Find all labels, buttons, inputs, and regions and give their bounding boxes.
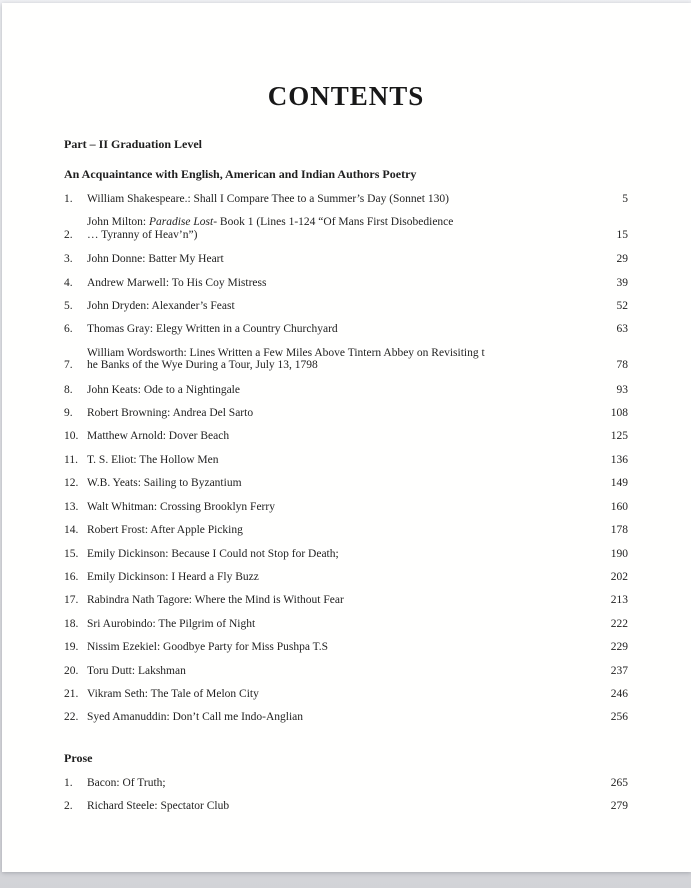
- toc-entry-page: 29: [616, 253, 628, 266]
- toc-entry-page: 222: [610, 617, 628, 630]
- toc-entry: [64, 571, 628, 583]
- toc-entry: [64, 618, 628, 630]
- toc-entry-title: Matthew Arnold: Dover Beach: [87, 430, 230, 443]
- toc-section: [64, 167, 628, 724]
- toc-entry-title: Thomas Gray: Elegy Written in a Country Churchyard: [87, 323, 338, 336]
- toc-entry-number: 1.: [64, 193, 73, 205]
- toc-entry-number: 12.: [64, 477, 79, 490]
- toc-entry-number: 20.: [64, 664, 79, 677]
- toc-entry-number: 11.: [64, 453, 78, 466]
- toc-entry-page: 52: [616, 300, 628, 313]
- toc-entry-number: 2.: [64, 228, 73, 241]
- toc-entry-page: 265: [610, 776, 628, 789]
- toc-entry-page: 93: [616, 383, 628, 396]
- toc-entry-number: 10.: [64, 430, 79, 443]
- toc-entry-page: 78: [616, 359, 628, 372]
- toc-entry: [64, 253, 628, 265]
- toc-entry-title: Emily Dickinson: I Heard a Fly Buzz: [87, 570, 259, 583]
- toc-entry-title: W.B. Yeats: Sailing to Byzantium: [87, 477, 242, 490]
- toc-entry-page: 256: [610, 711, 628, 724]
- toc-entry-title: Rabindra Nath Tagore: Where the Mind is Without Fear: [87, 594, 344, 607]
- toc-entry-title: Sri Aurobindo: The Pilgrim of Night: [87, 617, 256, 630]
- toc-entry-page: 15: [616, 228, 628, 241]
- toc-entry-title: John Donne: Batter My Heart: [87, 253, 224, 266]
- toc-entry-title: Emily Dickinson: Because I Could not Stop for Death;: [87, 547, 339, 560]
- toc-entry-page: 237: [610, 664, 628, 677]
- toc-sections: [64, 167, 628, 813]
- toc-entry-number: 19.: [64, 641, 79, 654]
- toc-entry: [64, 477, 628, 489]
- toc-entry-title: John Milton: Paradise Lost- Book 1 (Lines 1-124 “Of Mans First Disobedience … Tyranny of Heav’n”): [87, 216, 454, 241]
- toc-entry: [64, 665, 628, 677]
- toc-entry-number: 21.: [64, 687, 79, 700]
- toc-entry-title: Toru Dutt: Lakshman: [87, 664, 186, 677]
- toc-entry-title: T. S. Eliot: The Hollow Men: [87, 453, 219, 466]
- toc-entry: [64, 800, 628, 812]
- toc-entry-page: 229: [610, 641, 628, 654]
- toc-entry-number: 7.: [64, 359, 73, 372]
- toc-entry-number: 1.: [64, 776, 73, 789]
- toc-entry-title: John Dryden: Alexander’s Feast: [87, 300, 235, 313]
- page-title: CONTENTS: [267, 81, 425, 111]
- toc-entry-page: 149: [610, 477, 628, 490]
- toc-entry-page: 279: [610, 800, 628, 813]
- toc-entry-number: 15.: [64, 547, 79, 560]
- toc-entry-page: 125: [610, 430, 628, 443]
- toc-entry-number: 9.: [64, 407, 73, 420]
- toc-entry: [64, 548, 628, 560]
- toc-entry-page: 246: [610, 687, 628, 700]
- toc-entry: [64, 193, 628, 205]
- toc-entry-page: 5: [622, 193, 628, 205]
- toc-entry: [64, 594, 628, 606]
- toc-entry-title: Walt Whitman: Crossing Brooklyn Ferry: [87, 500, 275, 513]
- toc-entry: [64, 300, 628, 312]
- toc-entry: [64, 384, 628, 396]
- toc-entry-title: Syed Amanuddin: Don’t Call me Indo-Anglian: [87, 711, 304, 724]
- toc-entry: [64, 641, 628, 653]
- toc-entry: [64, 688, 628, 700]
- toc-entry-number: 16.: [64, 570, 79, 583]
- section-items: [64, 193, 628, 724]
- toc-entry-page: 202: [610, 570, 628, 583]
- toc-entry-number: 13.: [64, 500, 79, 513]
- toc-entry-page: 190: [610, 547, 628, 560]
- toc-entry-number: 2.: [64, 800, 73, 813]
- toc-entry: [64, 277, 628, 289]
- toc-entry-title: Andrew Marwell: To His Coy Mistress: [87, 276, 267, 289]
- document-page: [2, 3, 691, 872]
- part-heading: Part – II Graduation Level: [64, 137, 202, 151]
- toc-entry: [64, 454, 628, 466]
- toc-entry-page: 136: [610, 453, 628, 466]
- toc-entry-title: William Shakespeare.: Shall I Compare Thee to a Summer’s Day (Sonnet 130): [87, 193, 449, 205]
- toc-entry-page: 63: [616, 323, 628, 336]
- toc-entry-title: William Wordsworth: Lines Written a Few Miles Above Tintern Abbey on Revisiting t he Banks of the Wye During a Tour, July 13, 1798: [87, 346, 485, 372]
- toc-entry-title: Bacon: Of Truth;: [87, 776, 166, 789]
- toc-entry-title: Robert Browning: Andrea Del Sarto: [87, 407, 254, 420]
- toc-entry-number: 6.: [64, 323, 73, 336]
- toc-entry: [64, 777, 628, 789]
- toc-entry-number: 17.: [64, 594, 79, 607]
- toc-section: [64, 751, 628, 813]
- toc-entry: [64, 430, 628, 442]
- toc-entry-number: 18.: [64, 617, 79, 630]
- toc-entry-number: 3.: [64, 253, 73, 266]
- toc-entry: [64, 323, 628, 335]
- section-items: [64, 777, 628, 813]
- toc-entry-page: 160: [610, 500, 628, 513]
- toc-entry-title: Robert Frost: After Apple Picking: [87, 524, 243, 537]
- section-heading: Prose: [64, 750, 93, 765]
- toc-entry-number: 14.: [64, 524, 79, 537]
- toc-entry-title: Richard Steele: Spectator Club: [87, 800, 230, 813]
- toc-entry-title: Vikram Seth: The Tale of Melon City: [87, 687, 259, 700]
- toc-entry: [64, 711, 628, 723]
- toc-entry: [64, 524, 628, 536]
- toc-entry: [64, 501, 628, 513]
- toc-entry-number: 5.: [64, 300, 73, 313]
- toc-entry: [64, 216, 628, 241]
- toc-entry-page: 178: [610, 524, 628, 537]
- toc-entry-page: 108: [610, 407, 628, 420]
- toc-entry-number: 8.: [64, 383, 73, 396]
- toc-entry-page: 213: [610, 594, 628, 607]
- toc-entry-number: 22.: [64, 711, 79, 724]
- toc-entry-title: Nissim Ezekiel: Goodbye Party for Miss Pushpa T.S: [87, 641, 329, 654]
- toc-entry-number: 4.: [64, 276, 73, 289]
- section-heading: An Acquaintance with English, American and Indian Authors Poetry: [64, 167, 417, 181]
- toc-entry-title: John Keats: Ode to a Nightingale: [87, 383, 240, 396]
- toc-entry: [64, 347, 628, 372]
- toc-entry: [64, 407, 628, 419]
- toc-entry-page: 39: [616, 276, 628, 289]
